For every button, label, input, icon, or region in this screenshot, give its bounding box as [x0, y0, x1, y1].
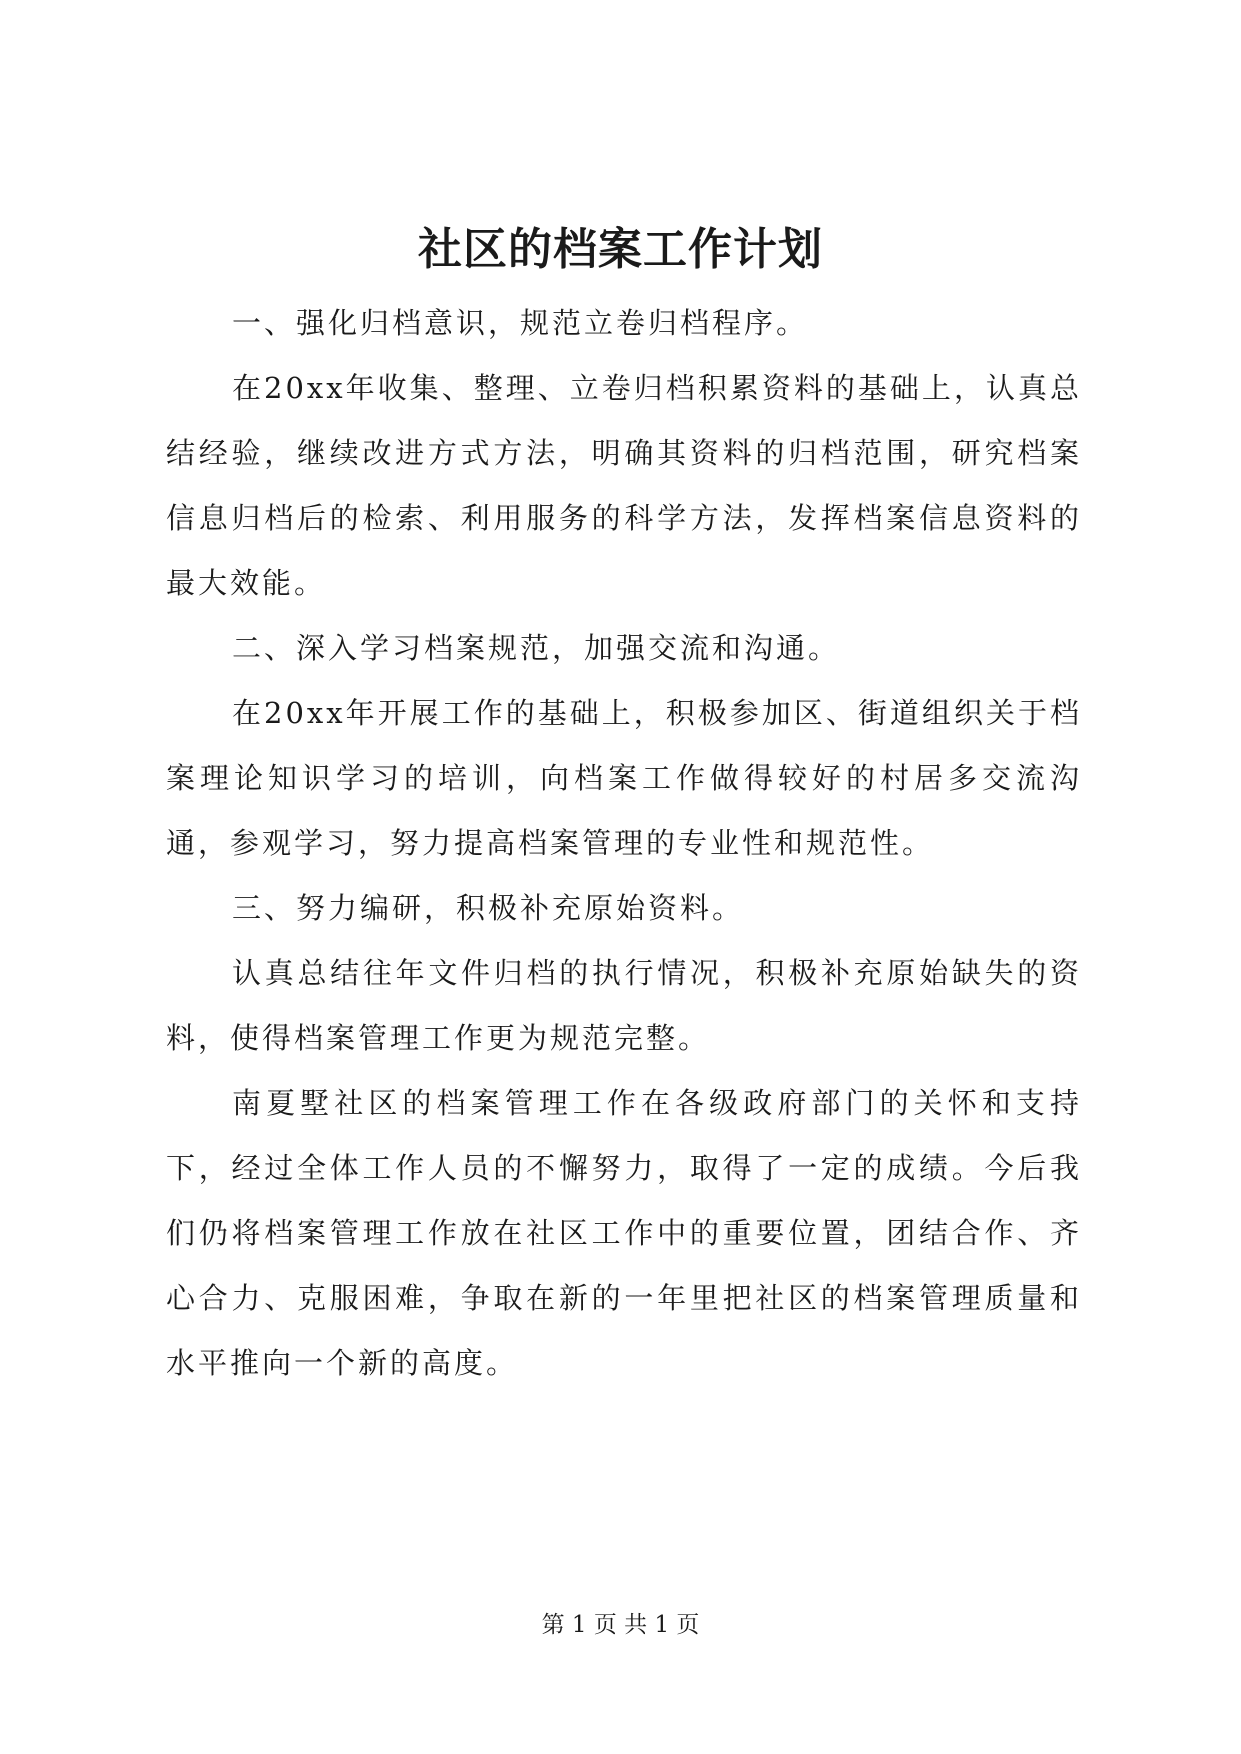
section-heading-2: 二、深入学习档案规范，加强交流和沟通。 [232, 631, 841, 665]
section-heading-3: 三、努力编研，积极补充原始资料。 [232, 891, 745, 925]
section-heading-1: 一、强化归档意识，规范立卷归档程序。 [232, 306, 809, 340]
page-number-footer: 第 1 页 共 1 页 [541, 1612, 700, 1638]
body-paragraph: 在20xx年收集、整理、立卷归档积累资料的基础上，认真总结经验，继续改进方式方法，明确其资料的归档范围，研究档案信息归档后的检索、利用服务的科学方法，发挥档案信息资料的最大效能。 [166, 371, 1082, 600]
document-title: 社区的档案工作计划 [418, 224, 823, 275]
body-paragraph: 认真总结往年文件归档的执行情况，积极补充原始缺失的资料，使得档案管理工作更为规范完整。 [166, 956, 1082, 1055]
body-paragraph: 在20xx年开展工作的基础上，积极参加区、街道组织关于档案理论知识学习的培训，向档案工作做得较好的村居多交流沟通，参观学习，努力提高档案管理的专业性和规范性。 [166, 696, 1082, 860]
document-body [166, 291, 1082, 1396]
closing-paragraph: 南夏墅社区的档案管理工作在各级政府部门的关怀和支持下，经过全体工作人员的不懈努力，取得了一定的成绩。今后我们仍将档案管理工作放在社区工作中的重要位置，团结合作、齐心合力、克服困难，争取在新的一年里把社区的档案管理质量和水平推向一个新的高度。 [166, 1086, 1082, 1380]
